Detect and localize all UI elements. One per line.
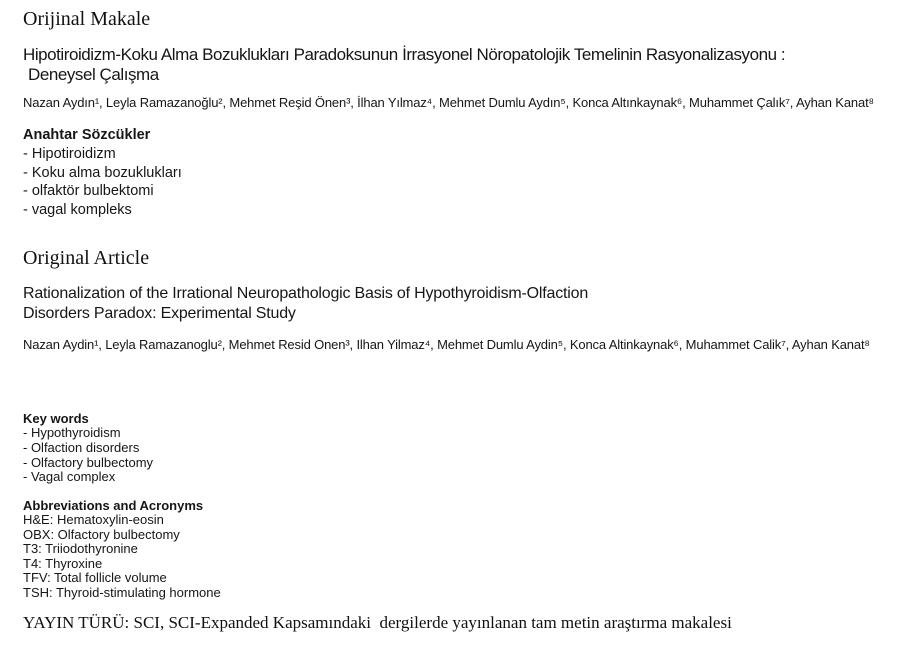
turkish-keyword-item: - Hipotiroidizm xyxy=(23,146,116,162)
turkish-title xyxy=(23,45,785,85)
abbreviations-section xyxy=(23,498,221,600)
abbreviation-item: OBX: Olfactory bulbectomy xyxy=(23,526,180,542)
turkish-keywords-section xyxy=(23,126,182,219)
english-section-label: Original Article xyxy=(23,247,150,269)
abbreviations-list xyxy=(23,513,221,600)
english-title-line2: Disorders Paradox: Experimental Study xyxy=(23,305,296,322)
english-keywords-list xyxy=(23,426,153,485)
english-keyword-item: - Hypothyroidism xyxy=(23,425,121,440)
english-keywords-section xyxy=(23,411,153,485)
turkish-authors-line: Nazan Aydın¹, Leyla Ramazanoğlu², Mehmet Reşid Önen³, İlhan Yılmaz⁴, Mehmet Dumlu Aydın⁵, Konca Altınkaynak⁶, Muhammet Çalık⁷, Ayhan Kanat⁸ xyxy=(23,95,874,110)
english-keyword-item: - Olfaction disorders xyxy=(23,439,140,455)
english-keyword-item: - Vagal complex xyxy=(23,469,116,485)
english-title-line1: Rationalization of the Irrational Neuropathologic Basis of Hypothyroidism-Olfaction xyxy=(23,285,589,302)
abbreviation-item: H&E: Hematoxylin-eosin xyxy=(23,512,164,527)
turkish-keyword-item: - olfaktör bulbektomi xyxy=(23,183,154,199)
turkish-keywords-heading: Anahtar Sözcükler xyxy=(23,127,151,143)
turkish-title-line2: Deneysel Çalışma xyxy=(28,65,159,84)
english-keywords-heading: Key words xyxy=(23,411,89,426)
turkish-section-label: Orijinal Makale xyxy=(23,8,151,30)
turkish-title-line1: Hipotiroidizm-Koku Alma Bozuklukları Paradoksunun İrrasyonel Nöropatolojik Temelinin Rasyonalizasyonu : xyxy=(23,45,786,64)
publication-type-line: YAYIN TÜRÜ: SCI, SCI-Expanded Kapsamındaki dergilerde yayınlanan tam metin araştırma makalesi xyxy=(23,613,732,632)
turkish-keyword-item: - Koku alma bozuklukları xyxy=(23,164,182,181)
english-keyword-item: - Olfactory bulbectomy xyxy=(23,454,154,470)
abbreviation-item: T3: Triiodothyronine xyxy=(23,541,138,556)
abbreviation-item: T4: Thyroxine xyxy=(23,555,103,571)
english-authors-line: Nazan Aydin¹, Leyla Ramazanoglu², Mehmet Resid Onen³, Ilhan Yilmaz⁴, Mehmet Dumlu Aydin⁵, Konca Altinkaynak⁶, Muhammet Calik⁷, Ayhan Kanat⁸ xyxy=(23,337,870,352)
abbreviation-item: TFV: Total follicle volume xyxy=(23,570,167,585)
turkish-keywords-list xyxy=(23,145,182,219)
abbreviations-heading: Abbreviations and Acronyms xyxy=(23,498,204,513)
abbreviation-item: TSH: Thyroid-stimulating hormone xyxy=(23,584,221,600)
english-title xyxy=(23,284,588,324)
turkish-keyword-item: - vagal kompleks xyxy=(23,201,132,218)
